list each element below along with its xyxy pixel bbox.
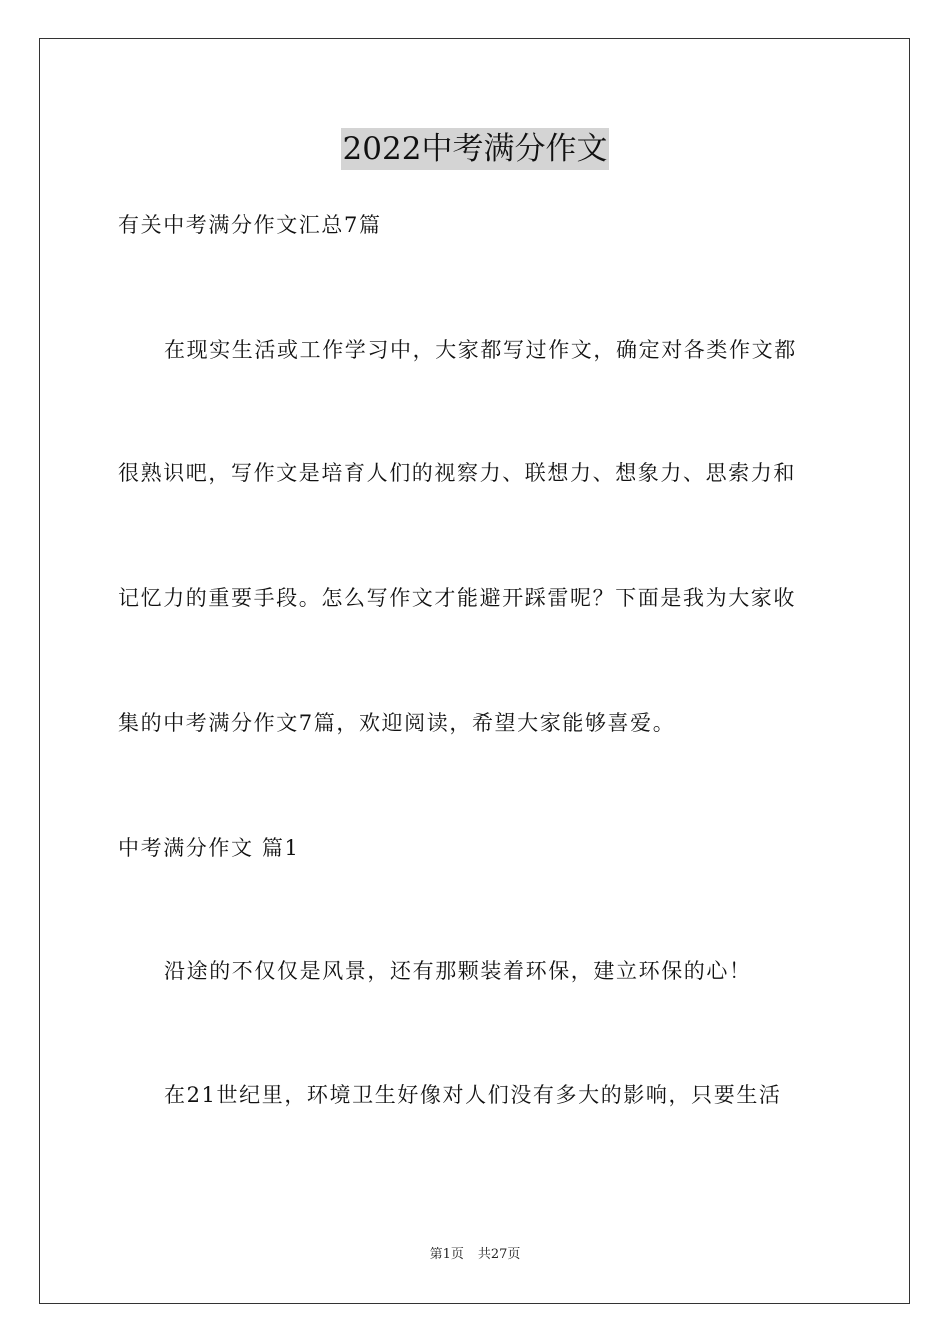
intro-paragraph-line: 很熟识吧，写作文是培育人们的视察力、联想力、想象力、思索力和: [118, 461, 796, 485]
page-footer: [0, 1246, 950, 1264]
intro-paragraph-line: 记忆力的重要手段。怎么写作文才能避开踩雷呢？下面是我为大家收: [118, 586, 796, 610]
title-container: [0, 128, 950, 170]
body-paragraph-line: 沿途的不仅仅是风景，还有那颗装着环保，建立环保的心！: [164, 959, 752, 983]
intro-paragraph-line: 集的中考满分作文7篇，欢迎阅读，希望大家能够喜爱。: [118, 711, 676, 735]
document-subtitle: 有关中考满分作文汇总7篇: [118, 213, 382, 237]
intro-paragraph-line: 在现实生活或工作学习中，大家都写过作文，确定对各类作文都: [164, 338, 797, 362]
page-number-total: 共27页: [477, 1247, 521, 1262]
document-title: 2022中考满分作文: [341, 128, 610, 170]
section-heading: 中考满分作文 篇1: [118, 836, 300, 860]
body-paragraph-line: 在21世纪里，环境卫生好像对人们没有多大的影响，只要生活: [164, 1083, 782, 1107]
page-number-current: 第1页: [429, 1247, 464, 1262]
